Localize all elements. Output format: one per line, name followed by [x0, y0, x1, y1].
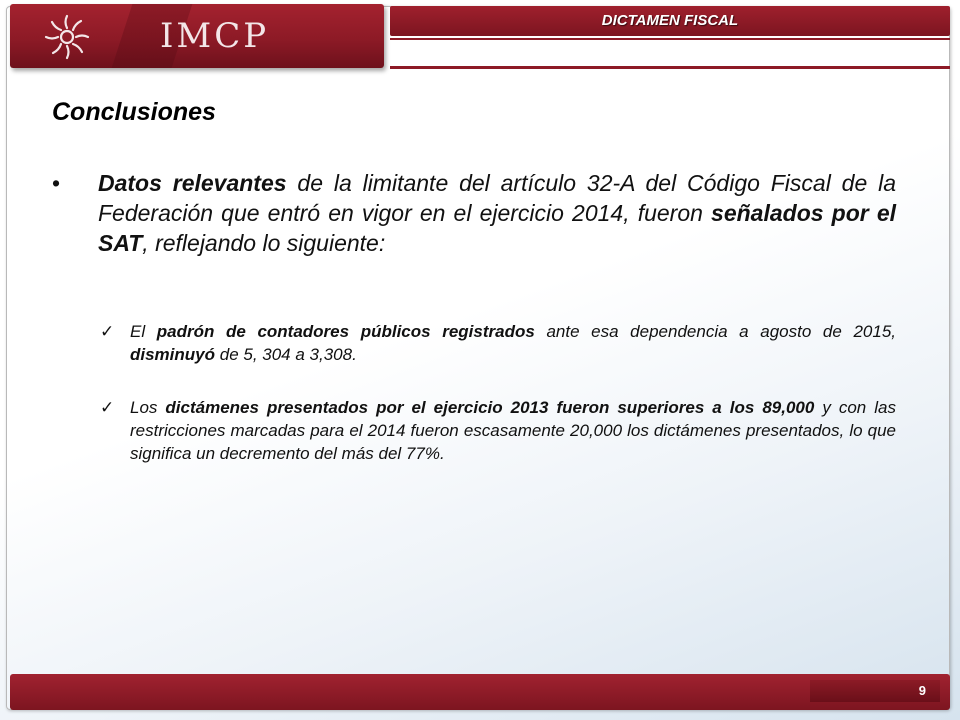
list-item: [100, 320, 896, 366]
page-number: 9: [918, 683, 926, 698]
item2-text-1: Los: [130, 398, 166, 417]
list-item-text: [130, 320, 896, 366]
footer-bar: [10, 674, 950, 710]
list-item: [100, 396, 896, 465]
bullet-bold-1: Datos relevantes: [98, 170, 287, 196]
section-heading: Conclusiones: [52, 98, 216, 126]
list-item-text: [130, 396, 896, 465]
page-number-box: [810, 680, 940, 702]
header-title-bar: [390, 6, 950, 36]
header-divider-bottom: [390, 66, 950, 69]
bullet-icon: •: [52, 170, 61, 196]
item1-text-1: El: [130, 322, 157, 341]
item1-bold-2: disminuyó: [130, 345, 216, 364]
main-bullet: [52, 168, 896, 258]
item1-bold-1: padrón de contadores públicos registrados: [156, 322, 535, 341]
page-title: DICTAMEN FISCAL: [601, 12, 739, 29]
header-divider: [390, 38, 950, 40]
logo-banner: [10, 4, 384, 68]
bullet-text-2: de la limitante del artículo 32-A del Código Fiscal de la Federación que entró en vigor en el ejercicio 2014, fueron: [98, 170, 897, 226]
main-bullet-text: [98, 168, 896, 258]
item1-text-3: de 5, 304 a 3,308.: [215, 345, 357, 364]
item2-bold-1: dictámenes presentados por el ejercicio 2013 fueron superiores a los 89,000: [165, 398, 815, 417]
bullet-text-4: , reflejando lo siguiente:: [142, 230, 386, 256]
checkmark-icon: ✓: [100, 398, 115, 417]
bullet-bold-2: señalados por el SAT: [98, 200, 896, 256]
logo-text: IMCP: [160, 16, 270, 56]
imcp-logo-icon: [40, 10, 94, 64]
item1-text-2: ante esa dependencia a agosto de 2015,: [534, 322, 897, 341]
item2-text-2: y con las restricciones marcadas para el 2014 fueron escasamente 20,000 los dictámenes presentados, lo que significa un decremento del más del 77%.: [130, 398, 896, 463]
checkmark-icon: ✓: [100, 322, 115, 341]
